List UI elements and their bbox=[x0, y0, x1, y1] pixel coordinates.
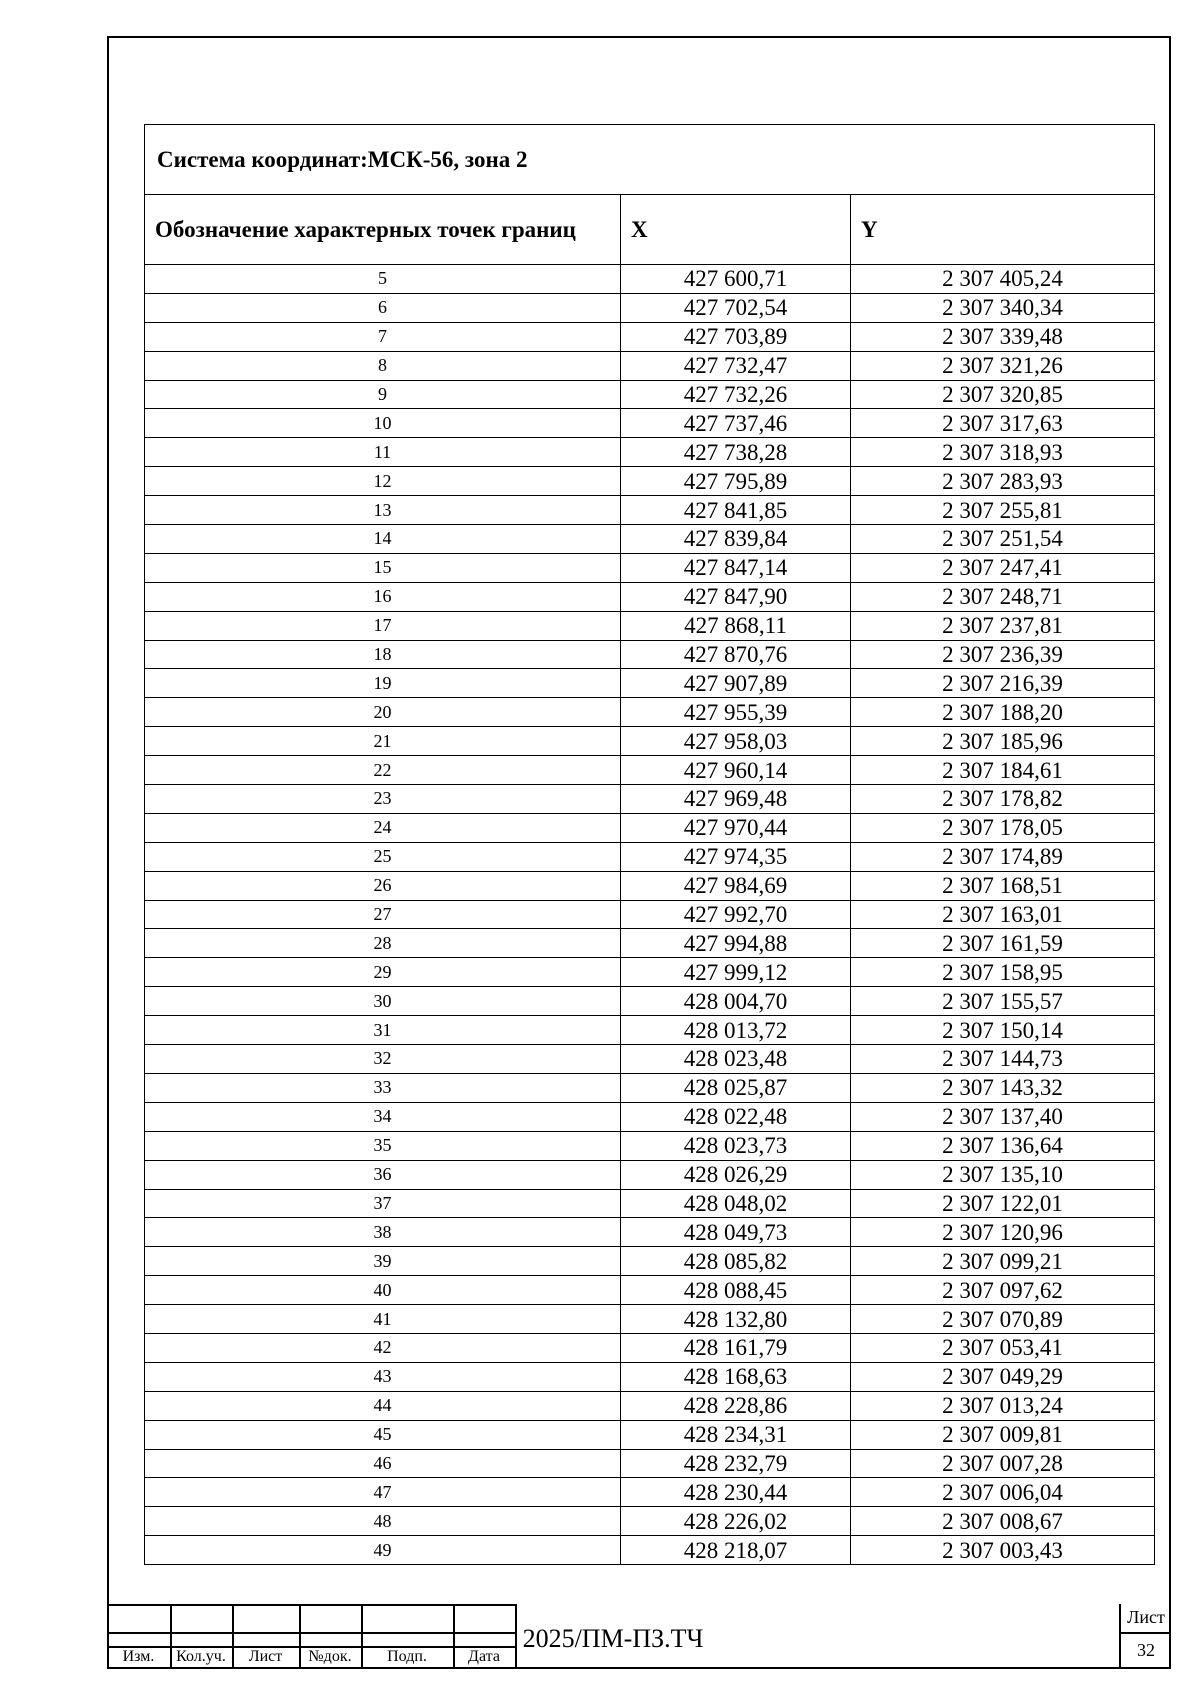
column-header-y: Y bbox=[851, 195, 1155, 265]
table-row bbox=[145, 756, 1155, 785]
y-value-cell: 2 307 216,39 bbox=[851, 669, 1155, 698]
x-value-cell: 427 737,46 bbox=[621, 409, 851, 438]
point-number-cell: 13 bbox=[145, 496, 621, 525]
table-row bbox=[145, 1016, 1155, 1045]
x-value-cell: 428 022,48 bbox=[621, 1102, 851, 1131]
point-number-cell: 14 bbox=[145, 525, 621, 554]
sheet-label: Лист bbox=[1127, 1607, 1165, 1627]
x-value-cell: 427 702,54 bbox=[621, 293, 851, 322]
table-row bbox=[145, 1391, 1155, 1420]
sheet-number: 32 bbox=[1137, 1640, 1155, 1660]
point-number-cell: 36 bbox=[145, 1160, 621, 1189]
y-value-cell: 2 307 003,43 bbox=[851, 1536, 1155, 1565]
point-number-cell: 31 bbox=[145, 1016, 621, 1045]
table-row bbox=[145, 293, 1155, 322]
coordinate-system-label: Система координат:МСК-56, зона 2 bbox=[145, 125, 1155, 195]
y-value-cell: 2 307 178,05 bbox=[851, 813, 1155, 842]
table-row bbox=[145, 265, 1155, 294]
x-value-cell: 428 218,07 bbox=[621, 1536, 851, 1565]
point-number-cell: 32 bbox=[145, 1045, 621, 1074]
table-row bbox=[145, 1420, 1155, 1449]
list-label: Лист bbox=[248, 1648, 283, 1665]
table-row bbox=[145, 322, 1155, 351]
y-value-cell: 2 307 247,41 bbox=[851, 553, 1155, 582]
x-value-cell: 428 025,87 bbox=[621, 1073, 851, 1102]
y-value-cell: 2 307 163,01 bbox=[851, 900, 1155, 929]
table-row bbox=[145, 611, 1155, 640]
table-row bbox=[145, 351, 1155, 380]
y-value-cell: 2 307 008,67 bbox=[851, 1507, 1155, 1536]
table-row bbox=[145, 467, 1155, 496]
point-number-cell: 42 bbox=[145, 1333, 621, 1362]
y-value-cell: 2 307 321,26 bbox=[851, 351, 1155, 380]
ndok-label: №док. bbox=[308, 1648, 352, 1665]
y-value-cell: 2 307 122,01 bbox=[851, 1189, 1155, 1218]
table-row bbox=[145, 1478, 1155, 1507]
y-value-cell: 2 307 155,57 bbox=[851, 987, 1155, 1016]
x-value-cell: 427 600,71 bbox=[621, 265, 851, 294]
x-value-cell: 427 992,70 bbox=[621, 900, 851, 929]
x-value-cell: 428 026,29 bbox=[621, 1160, 851, 1189]
table-row bbox=[145, 698, 1155, 727]
table-row bbox=[145, 1131, 1155, 1160]
point-number-cell: 26 bbox=[145, 871, 621, 900]
point-number-cell: 27 bbox=[145, 900, 621, 929]
y-value-cell: 2 307 006,04 bbox=[851, 1478, 1155, 1507]
y-value-cell: 2 307 053,41 bbox=[851, 1333, 1155, 1362]
point-number-cell: 25 bbox=[145, 842, 621, 871]
point-number-cell: 28 bbox=[145, 929, 621, 958]
x-value-cell: 428 088,45 bbox=[621, 1276, 851, 1305]
point-number-cell: 12 bbox=[145, 467, 621, 496]
x-value-cell: 428 013,72 bbox=[621, 1016, 851, 1045]
table-row bbox=[145, 987, 1155, 1016]
point-number-cell: 37 bbox=[145, 1189, 621, 1218]
x-value-cell: 427 847,14 bbox=[621, 553, 851, 582]
point-number-cell: 44 bbox=[145, 1391, 621, 1420]
x-value-cell: 427 970,44 bbox=[621, 813, 851, 842]
data-label: Дата bbox=[468, 1648, 500, 1665]
x-value-cell: 427 847,90 bbox=[621, 582, 851, 611]
table-row bbox=[145, 1218, 1155, 1247]
y-value-cell: 2 307 013,24 bbox=[851, 1391, 1155, 1420]
x-value-cell: 428 168,63 bbox=[621, 1362, 851, 1391]
y-value-cell: 2 307 158,95 bbox=[851, 958, 1155, 987]
table-row bbox=[145, 380, 1155, 409]
point-number-cell: 23 bbox=[145, 785, 621, 814]
point-number-cell: 24 bbox=[145, 813, 621, 842]
table-row bbox=[145, 929, 1155, 958]
x-value-cell: 428 049,73 bbox=[621, 1218, 851, 1247]
y-value-cell: 2 307 236,39 bbox=[851, 640, 1155, 669]
y-value-cell: 2 307 135,10 bbox=[851, 1160, 1155, 1189]
point-number-cell: 7 bbox=[145, 322, 621, 351]
table-row bbox=[145, 525, 1155, 554]
x-value-cell: 427 974,35 bbox=[621, 842, 851, 871]
table-row bbox=[145, 1362, 1155, 1391]
x-value-cell: 427 870,76 bbox=[621, 640, 851, 669]
table-row bbox=[145, 1305, 1155, 1334]
x-value-cell: 427 994,88 bbox=[621, 929, 851, 958]
point-number-cell: 40 bbox=[145, 1276, 621, 1305]
x-value-cell: 427 738,28 bbox=[621, 438, 851, 467]
x-value-cell: 427 732,26 bbox=[621, 380, 851, 409]
point-number-cell: 38 bbox=[145, 1218, 621, 1247]
coordinates-table bbox=[144, 124, 1155, 1565]
x-value-cell: 427 795,89 bbox=[621, 467, 851, 496]
x-value-cell: 427 955,39 bbox=[621, 698, 851, 727]
table-row bbox=[145, 813, 1155, 842]
table-row bbox=[145, 409, 1155, 438]
y-value-cell: 2 307 097,62 bbox=[851, 1276, 1155, 1305]
point-number-cell: 21 bbox=[145, 727, 621, 756]
kol-uch-label: Кол.уч. bbox=[176, 1648, 226, 1665]
y-value-cell: 2 307 405,24 bbox=[851, 265, 1155, 294]
table-row bbox=[145, 1507, 1155, 1536]
podp-label: Подп. bbox=[387, 1648, 427, 1665]
table-row bbox=[145, 1247, 1155, 1276]
point-number-cell: 49 bbox=[145, 1536, 621, 1565]
x-value-cell: 427 868,11 bbox=[621, 611, 851, 640]
y-value-cell: 2 307 283,93 bbox=[851, 467, 1155, 496]
y-value-cell: 2 307 143,32 bbox=[851, 1073, 1155, 1102]
point-number-cell: 34 bbox=[145, 1102, 621, 1131]
point-number-cell: 33 bbox=[145, 1073, 621, 1102]
y-value-cell: 2 307 161,59 bbox=[851, 929, 1155, 958]
x-value-cell: 428 228,86 bbox=[621, 1391, 851, 1420]
y-value-cell: 2 307 339,48 bbox=[851, 322, 1155, 351]
point-number-cell: 5 bbox=[145, 265, 621, 294]
x-value-cell: 428 023,48 bbox=[621, 1045, 851, 1074]
x-value-cell: 428 232,79 bbox=[621, 1449, 851, 1478]
document-code: 2025/ПМ-ПЗ.ТЧ bbox=[522, 1624, 704, 1653]
point-number-cell: 46 bbox=[145, 1449, 621, 1478]
column-header-x: X bbox=[621, 195, 851, 265]
x-value-cell: 427 839,84 bbox=[621, 525, 851, 554]
point-number-cell: 9 bbox=[145, 380, 621, 409]
table-row bbox=[145, 900, 1155, 929]
y-value-cell: 2 307 185,96 bbox=[851, 727, 1155, 756]
y-value-cell: 2 307 049,29 bbox=[851, 1362, 1155, 1391]
y-value-cell: 2 307 248,71 bbox=[851, 582, 1155, 611]
table-row bbox=[145, 582, 1155, 611]
point-number-cell: 35 bbox=[145, 1131, 621, 1160]
table-row bbox=[145, 727, 1155, 756]
x-value-cell: 428 230,44 bbox=[621, 1478, 851, 1507]
y-value-cell: 2 307 168,51 bbox=[851, 871, 1155, 900]
point-number-cell: 8 bbox=[145, 351, 621, 380]
point-number-cell: 45 bbox=[145, 1420, 621, 1449]
y-value-cell: 2 307 317,63 bbox=[851, 409, 1155, 438]
x-value-cell: 427 999,12 bbox=[621, 958, 851, 987]
y-value-cell: 2 307 144,73 bbox=[851, 1045, 1155, 1074]
point-number-cell: 30 bbox=[145, 987, 621, 1016]
point-number-cell: 20 bbox=[145, 698, 621, 727]
table-row bbox=[145, 1160, 1155, 1189]
y-value-cell: 2 307 188,20 bbox=[851, 698, 1155, 727]
x-value-cell: 428 048,02 bbox=[621, 1189, 851, 1218]
x-value-cell: 428 023,73 bbox=[621, 1131, 851, 1160]
point-number-cell: 48 bbox=[145, 1507, 621, 1536]
table-row bbox=[145, 438, 1155, 467]
y-value-cell: 2 307 340,34 bbox=[851, 293, 1155, 322]
table-row bbox=[145, 958, 1155, 987]
y-value-cell: 2 307 178,82 bbox=[851, 785, 1155, 814]
point-number-cell: 18 bbox=[145, 640, 621, 669]
table-row bbox=[145, 842, 1155, 871]
x-value-cell: 427 969,48 bbox=[621, 785, 851, 814]
table-row bbox=[145, 785, 1155, 814]
y-value-cell: 2 307 251,54 bbox=[851, 525, 1155, 554]
table-row bbox=[145, 669, 1155, 698]
x-value-cell: 428 132,80 bbox=[621, 1305, 851, 1334]
x-value-cell: 428 161,79 bbox=[621, 1333, 851, 1362]
point-number-cell: 29 bbox=[145, 958, 621, 987]
y-value-cell: 2 307 184,61 bbox=[851, 756, 1155, 785]
y-value-cell: 2 307 009,81 bbox=[851, 1420, 1155, 1449]
x-value-cell: 428 234,31 bbox=[621, 1420, 851, 1449]
table-row bbox=[145, 640, 1155, 669]
table-row bbox=[145, 553, 1155, 582]
point-number-cell: 22 bbox=[145, 756, 621, 785]
y-value-cell: 2 307 007,28 bbox=[851, 1449, 1155, 1478]
point-number-cell: 39 bbox=[145, 1247, 621, 1276]
point-number-cell: 47 bbox=[145, 1478, 621, 1507]
column-header-point: Обозначение характерных точек границ bbox=[145, 195, 621, 265]
y-value-cell: 2 307 137,40 bbox=[851, 1102, 1155, 1131]
x-value-cell: 427 907,89 bbox=[621, 669, 851, 698]
point-number-cell: 41 bbox=[145, 1305, 621, 1334]
point-number-cell: 43 bbox=[145, 1362, 621, 1391]
table-row bbox=[145, 1536, 1155, 1565]
x-value-cell: 428 085,82 bbox=[621, 1247, 851, 1276]
table-row bbox=[145, 1189, 1155, 1218]
y-value-cell: 2 307 120,96 bbox=[851, 1218, 1155, 1247]
y-value-cell: 2 307 255,81 bbox=[851, 496, 1155, 525]
x-value-cell: 428 004,70 bbox=[621, 987, 851, 1016]
point-number-cell: 11 bbox=[145, 438, 621, 467]
y-value-cell: 2 307 136,64 bbox=[851, 1131, 1155, 1160]
x-value-cell: 427 732,47 bbox=[621, 351, 851, 380]
y-value-cell: 2 307 237,81 bbox=[851, 611, 1155, 640]
y-value-cell: 2 307 099,21 bbox=[851, 1247, 1155, 1276]
x-value-cell: 427 960,14 bbox=[621, 756, 851, 785]
point-number-cell: 10 bbox=[145, 409, 621, 438]
table-row bbox=[145, 871, 1155, 900]
x-value-cell: 427 984,69 bbox=[621, 871, 851, 900]
table-row bbox=[145, 496, 1155, 525]
x-value-cell: 427 958,03 bbox=[621, 727, 851, 756]
y-value-cell: 2 307 174,89 bbox=[851, 842, 1155, 871]
point-number-cell: 17 bbox=[145, 611, 621, 640]
x-value-cell: 427 703,89 bbox=[621, 322, 851, 351]
y-value-cell: 2 307 320,85 bbox=[851, 380, 1155, 409]
point-number-cell: 15 bbox=[145, 553, 621, 582]
table-row bbox=[145, 1073, 1155, 1102]
table-row bbox=[145, 1276, 1155, 1305]
table-row bbox=[145, 1449, 1155, 1478]
point-number-cell: 19 bbox=[145, 669, 621, 698]
y-value-cell: 2 307 318,93 bbox=[851, 438, 1155, 467]
y-value-cell: 2 307 070,89 bbox=[851, 1305, 1155, 1334]
x-value-cell: 427 841,85 bbox=[621, 496, 851, 525]
y-value-cell: 2 307 150,14 bbox=[851, 1016, 1155, 1045]
x-value-cell: 428 226,02 bbox=[621, 1507, 851, 1536]
point-number-cell: 6 bbox=[145, 293, 621, 322]
table-row bbox=[145, 1333, 1155, 1362]
point-number-cell: 16 bbox=[145, 582, 621, 611]
table-row bbox=[145, 1102, 1155, 1131]
table-row bbox=[145, 1045, 1155, 1074]
izm-label: Изм. bbox=[122, 1648, 155, 1665]
